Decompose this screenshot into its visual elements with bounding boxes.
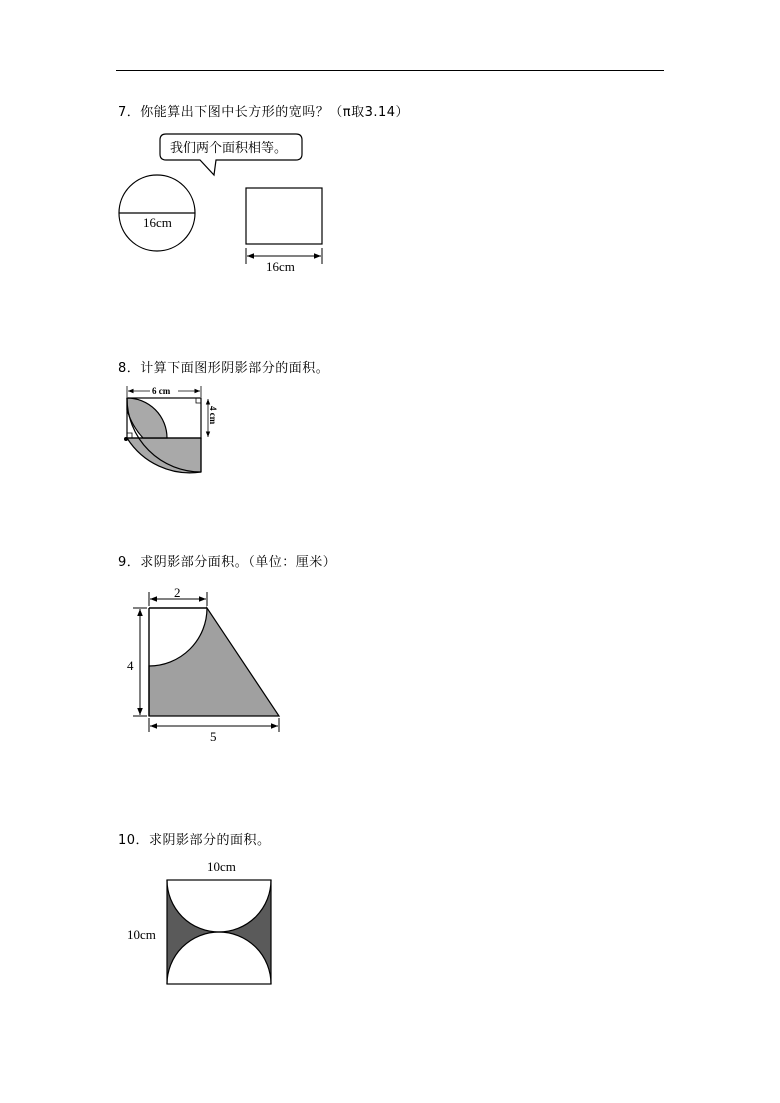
rectangle-length-label: 16cm (266, 259, 295, 274)
speech-bubble-text: 我们两个面积相等。 (170, 141, 288, 156)
left-label: 10cm (127, 927, 156, 942)
question-9-text: 求阴影部分面积。（单位：厘米） (140, 555, 337, 570)
rectangle-shape (246, 188, 322, 244)
question-8-text: 计算下面图形阴影部分的面积。 (140, 361, 330, 376)
question-9-number: 9． (118, 555, 141, 570)
speech-bubble (160, 134, 302, 175)
corner-dot (124, 437, 128, 441)
question-7-number: 7． (118, 105, 141, 120)
right-angle-mark-left (127, 433, 132, 438)
question-10-number: 10． (118, 833, 150, 848)
figure-7 (119, 134, 322, 274)
width-label: 6 cm (152, 386, 171, 396)
right-angle-mark-right (196, 398, 201, 403)
shaded-region (149, 608, 279, 716)
shaded-lower-region (127, 438, 201, 473)
shaded-upper-region (127, 398, 167, 438)
figure-9 (127, 585, 279, 744)
height-label: 4 cm (208, 406, 218, 425)
bottom-label: 5 (210, 729, 217, 744)
left-label: 4 (127, 658, 134, 673)
figure-8 (124, 386, 218, 473)
top-label: 10cm (207, 859, 236, 874)
question-7-text: 你能算出下图中长方形的宽吗？（π取3.14） (140, 105, 410, 120)
figure-10 (127, 859, 271, 984)
top-label: 2 (174, 585, 181, 600)
circle-diameter-label: 16cm (143, 215, 172, 230)
question-8-number: 8． (118, 361, 141, 376)
question-10-text: 求阴影部分的面积。 (149, 833, 271, 848)
